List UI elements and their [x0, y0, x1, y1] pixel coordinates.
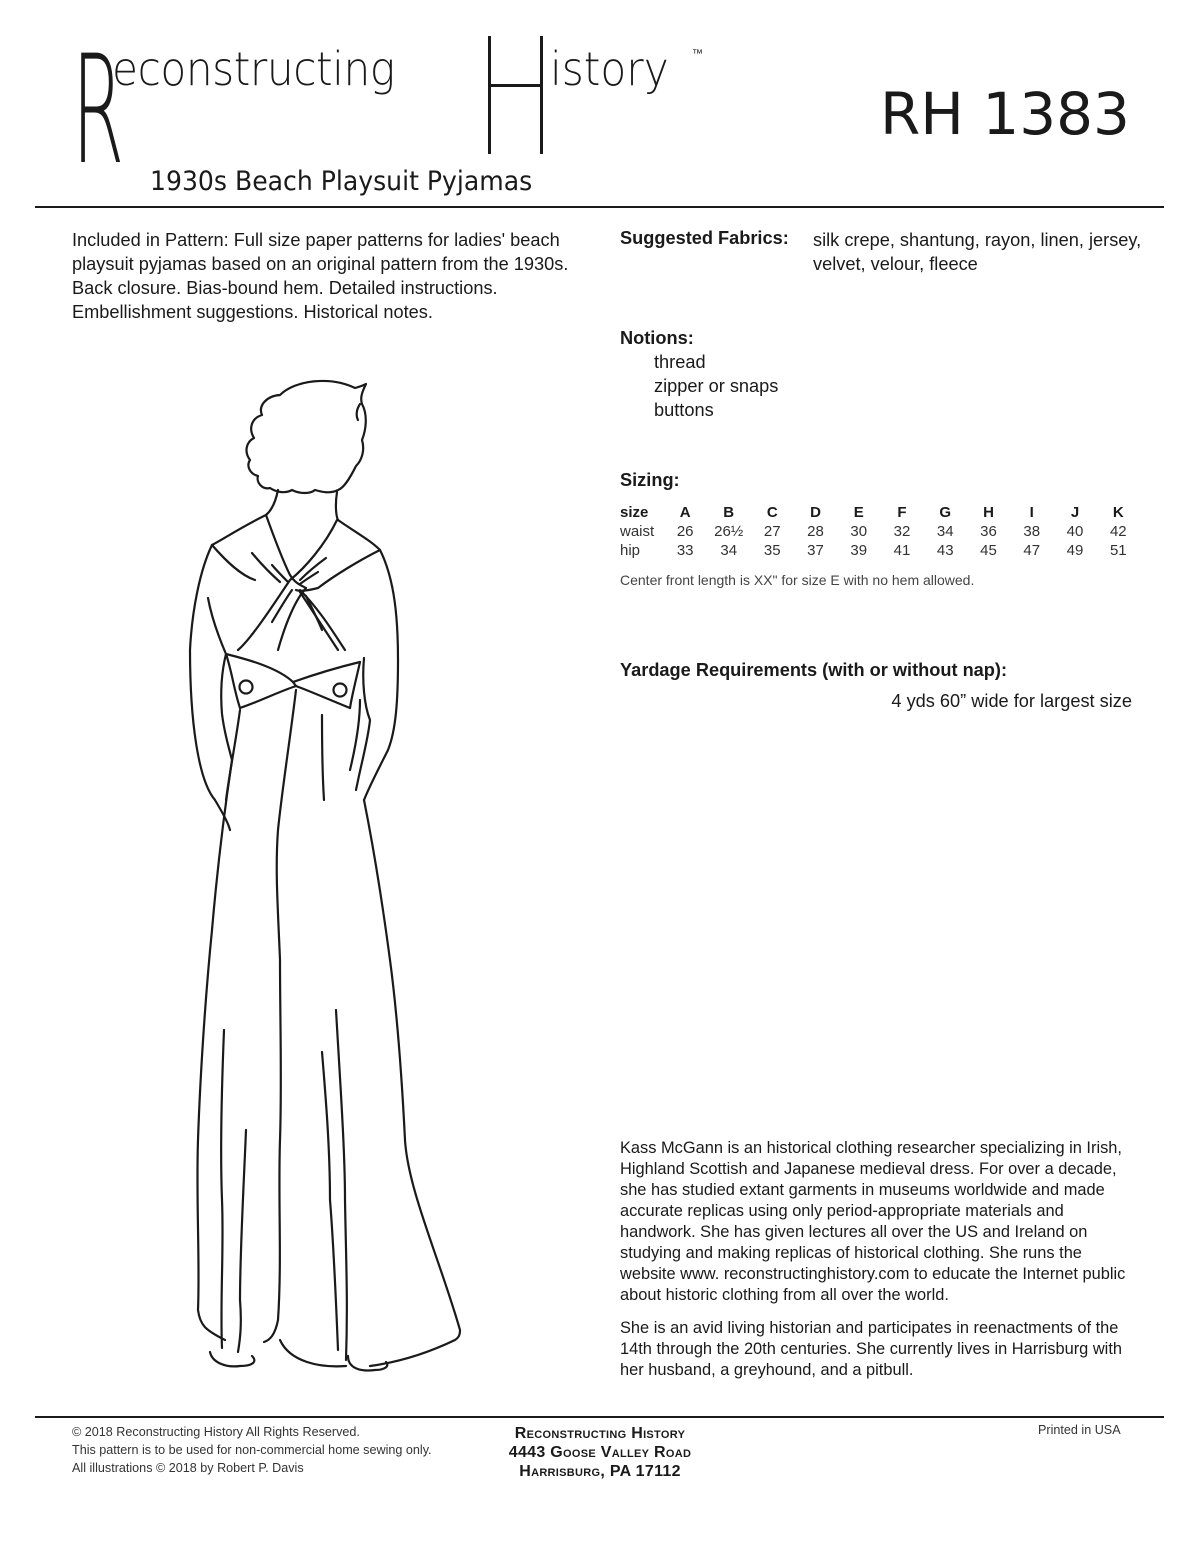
logo-word-istory: istory [550, 42, 669, 96]
size-letter: E [853, 504, 864, 521]
author-bio [620, 1138, 1140, 1393]
included-in-pattern-text: Included in Pattern: Full size paper patterns for ladies' beach playsuit pyjamas based on an original pattern from the 1930s. Back closure. Bias-bound hem. Detailed instructions. Embellishment suggestions. Historical notes. [72, 230, 569, 322]
waist-value: 26 [676, 523, 694, 540]
waist-value: 34 [936, 523, 954, 540]
logo-initial-h [482, 36, 542, 154]
notion-item: zipper or snaps [654, 376, 779, 396]
row-label: waist [620, 523, 655, 540]
hip-value: 49 [1066, 542, 1084, 559]
bio-paragraph: Kass McGann is an historical clothing researcher specializing in Irish, Highland Scottish and Japanese medieval dress. For over a decade, she has studied extant garments in museums worldwide and made accurate replicas using only period-appropriate materials and handwork. She has given lectures all over the US and Ireland on studying and making replicas of historical clothing. She runs the website www. reconstructinghistory.com to educate the Internet public about historic clothing from all over the world. [620, 1139, 1126, 1304]
printed-in-note: Printed in USA [1038, 1423, 1121, 1437]
copyright-notice [72, 1423, 432, 1477]
skirt-left-side [197, 760, 232, 1340]
pattern-title: 1930s Beach Playsuit Pyjamas [150, 166, 533, 197]
skirt-center [264, 690, 296, 1342]
playsuit-back-view-drawing [150, 370, 510, 1420]
sizing-label: Sizing: [620, 470, 680, 490]
copyright-line: © 2018 Reconstructing History All Rights Reserved. [72, 1425, 360, 1439]
yardage-value: 4 yds 60” wide for largest size [891, 691, 1132, 711]
address-line: Harrisburg, PA 17112 [519, 1463, 681, 1480]
hip-value: 39 [850, 542, 868, 559]
size-letter: A [679, 504, 691, 521]
size-letter: D [810, 504, 821, 521]
pattern-number: RH 1383 [880, 80, 1130, 148]
hip-value: 43 [936, 542, 954, 559]
waist-value: 40 [1066, 523, 1084, 540]
skirt-right-side [364, 800, 460, 1366]
hip-value: 33 [676, 542, 694, 559]
left-inner-arm [208, 598, 226, 654]
notion-item: buttons [654, 400, 714, 420]
waist-value: 32 [893, 523, 911, 540]
fabrics-label: Suggested Fabrics: [620, 228, 789, 248]
size-letter: J [1070, 504, 1080, 521]
yardage-section [620, 660, 1132, 712]
hip-value: 37 [807, 542, 824, 559]
copyright-line: This pattern is to be used for non-commercial home sewing only. [72, 1443, 432, 1457]
waist-value: 36 [980, 523, 997, 540]
logo-initial-r: R [72, 24, 125, 198]
size-letter: K [1112, 504, 1124, 521]
right-shoulder [338, 520, 398, 800]
left-foot [210, 1352, 254, 1366]
sizing-row-size [620, 503, 1140, 522]
waist-value: 27 [763, 523, 781, 540]
size-letter: C [766, 504, 778, 521]
footer-divider [35, 1416, 1164, 1418]
hair-outline [247, 381, 366, 493]
waist-value: 28 [807, 523, 824, 540]
hip-value: 47 [1023, 542, 1041, 559]
sizing-row-hip [620, 541, 1140, 560]
hip-value: 45 [980, 542, 997, 559]
hip-value: 35 [763, 542, 781, 559]
hip-value: 51 [1109, 542, 1127, 559]
notions-section [620, 326, 778, 422]
sizing-row-waist [620, 522, 1140, 541]
back-button-right [334, 684, 347, 697]
address-line: Reconstructing History [514, 1425, 686, 1442]
back-band [226, 654, 360, 682]
row-label: hip [620, 542, 641, 559]
header-divider [35, 206, 1164, 208]
sizing-table [620, 503, 1140, 560]
notion-item: thread [654, 352, 706, 372]
left-halter-strap [266, 515, 306, 588]
hip-value: 34 [720, 542, 738, 559]
size-letter: H [983, 504, 994, 521]
copyright-line: All illustrations © 2018 by Robert P. Davis [72, 1461, 304, 1475]
size-letter: I [1029, 504, 1034, 521]
size-letter: F [897, 504, 907, 521]
waist-value: 38 [1023, 523, 1041, 540]
yardage-label: Yardage Requirements (with or without nap): [620, 660, 1008, 680]
trademark-symbol: ™ [692, 48, 703, 60]
waist-value: 42 [1109, 523, 1127, 540]
bio-paragraph: She is an avid living historian and participates in reenactments of the 14th through the 20th centuries. She currently lives in Harrisburg with her husband, a greyhound, and a pitbull. [620, 1319, 1122, 1379]
fabrics-value: silk crepe, shantung, rayon, linen, jersey, velvet, velour, fleece [813, 230, 1142, 274]
notions-label: Notions: [620, 328, 694, 348]
sizing-section [620, 470, 1140, 588]
waist-value: 30 [850, 523, 868, 540]
center-front-length-note: Center front length is XX" for size E with no hem allowed. [620, 572, 975, 588]
row-label: size [620, 504, 649, 521]
garment-illustration [150, 370, 510, 1420]
back-button-left [240, 681, 253, 694]
company-address [480, 1424, 720, 1481]
size-letter: G [939, 504, 952, 521]
size-letter: B [723, 504, 735, 521]
address-line: 4443 Goose Valley Road [508, 1444, 692, 1461]
notions-list [620, 350, 778, 422]
hip-value: 41 [893, 542, 911, 559]
logo-word-econstructing: econstructing [112, 42, 395, 96]
waist-value: 26½ [714, 523, 744, 540]
